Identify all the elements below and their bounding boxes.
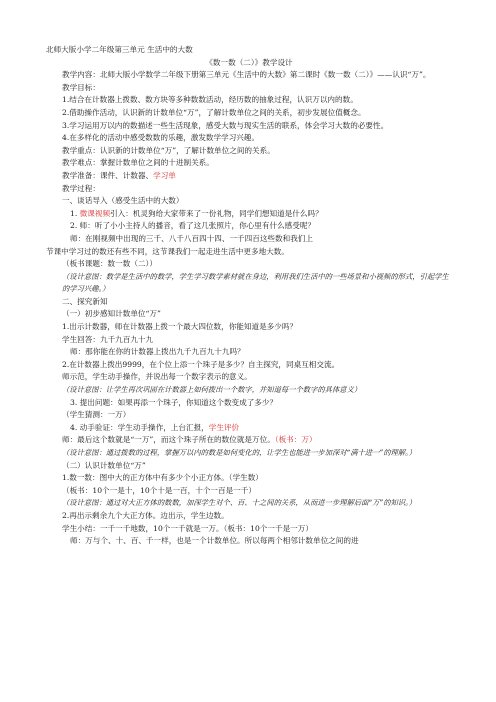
s2a-summary-board: （板书：万） [274,435,317,445]
goal-2: 2.借助操作活动，认识新的计数单位“万”，了解计数单位之间的关系，初步发展位值概念。 [62,107,366,117]
s2a-question: 师：那你能在你的计数器上拨出九千九百九十九吗？ [70,347,245,357]
s1-item-1-text: 引入：机灵狗给大家带来了一份礼物，同学们想知道是什么吗？ [110,208,323,218]
goal-3: 3.学习运用万以内的数描述一些生活现象，感受大数与现实生活的联系，体会学习大数的必要性。 [62,120,389,130]
goals-heading: 教学目标： [62,82,100,92]
s2a-item-4-highlight: 学生评价 [208,422,240,432]
difficulty: 教学难点：掌握计数单位之间的十进制关系。 [62,158,214,168]
prep-text: 教学准备：课件、计数器、 [62,170,154,180]
section-2-heading: 二、探究新知 [62,296,108,306]
s2a-guess: （学生猜测：一万） [62,410,131,420]
preparation [46,170,452,183]
design-note-1: （设计意图：数学是生活中的数学，学生学习数学素材就在身边，利用我们生活中的一些场景和小视频的形式，引起学生的学习兴趣。） [62,271,449,294]
s2a-item-1: 1.出示计数器，师在计数器上拨一个最大四位数，你能知道是多少吗？ [62,322,298,332]
s2a-item-2: 2.在计数器上拨出9999，在个位上添一个珠子是多少？自主探究，同桌互相交流。 [62,359,340,369]
s2b-board: （板书：10个一是十，10个十是一百，十个一百是一千） [62,485,256,495]
prep-link: 学习单 [153,170,176,180]
s2a-demo: 师示范，学生动手操作，并说出每一个数字表示的意义。 [62,372,252,382]
s2a-summary-text: 师：最后这个数就是“一万”，而这个珠子所在的数位就是万位。 [62,435,275,445]
s1-item-1-highlight: 微课视频 [79,208,111,218]
s2b-summary [46,523,452,536]
goal-1: 1.结合在计数器上拨数、数方块等多种数数活动，经历数的抽象过程，认识万以内的数。 [62,95,358,105]
doc-title-line1: 北师大版小学二年级第三单元 生活中的大数 [46,45,193,54]
s2a-item-3: 3. 提出问题：如果再添一个珠子，你知道这个数变成了多少？ [70,397,278,407]
s1-item-3a: 师：在刚视频中出现的三千、八千八百四十四、一千四百这些数和我们上 [70,233,313,243]
s1-item-1 [46,208,452,221]
goal-4: 4.在多样化的活动中感受数数的乐趣，激发数学学习兴趣。 [62,133,260,143]
s1-item-1-num: 1. [70,208,80,218]
design-note-2: （设计意图：让学生再次巩固在计数器上如何拨出一个数字，并知道每一个数字的具体意义） [62,385,362,395]
s1-item-3b: 节课中学习过的数还有些不同，这节课我们一起走进生活中更多地大数。 [46,246,289,256]
s1-item-2: 2. 师：听了小小主持人的播音，看了这几张照片，你心里有什么感受呢？ [70,221,316,231]
design-note-4: （设计意图：通过对大正方体的数数，加深学生对个、百、十之间的关系，从而进一步理解后面“万”的知识。） [62,498,417,508]
teaching-content: 教学内容：北师大版小学数学二年级下册第三单元《生活中的大数》第二课时《数一数（二）》——认识“万”。 [62,70,431,80]
process-heading: 教学过程： [62,183,100,193]
s2b-summary-text: 学生小结：一千一千地数，10个一千就是一万。 [62,523,224,533]
section-1-heading: 一、谈话导入（感受生活中的大数） [62,196,184,206]
s2b-item-2: 2.再出示剩余九个大正方体。边出示，学生边数。 [62,510,229,520]
s2b-item-1: 1.数一数：图中大的正方体中有多少个小正方体。（学生数） [62,473,263,483]
s2a-item-4-text: 4. 动手验证：学生动手操作，上台汇报， [70,422,209,432]
key-point: 教学重点：认识新的计数单位“万”，了解计数单位之间的关系。 [62,145,275,155]
section-2a-heading: （一）初步感知计数单位“万” [62,309,161,319]
design-note-3: （设计意图：通过拨数的过程，掌握万以内的数是如何变化的，让学生也能进一步加深对“满十进一”的理解。） [62,448,417,457]
s2a-answer: 学生回答：九千九百九十九 [62,334,154,344]
board-title: （板书课题：数一数（二）） [62,259,157,269]
doc-title-line2: 《数一数（二）》教学设计 [205,57,293,67]
section-2b-heading: （二）认识计数单位“万” [62,460,146,470]
s2a-summary [46,434,452,447]
s2a-item-4 [46,422,452,435]
s2b-ending: 师：万与个、十、百、千一样，也是一个计数单位。所以每两个相邻计数单位之间的进 [70,536,359,546]
s2b-summary-board: （板书：10个一千是一万） [223,523,313,533]
